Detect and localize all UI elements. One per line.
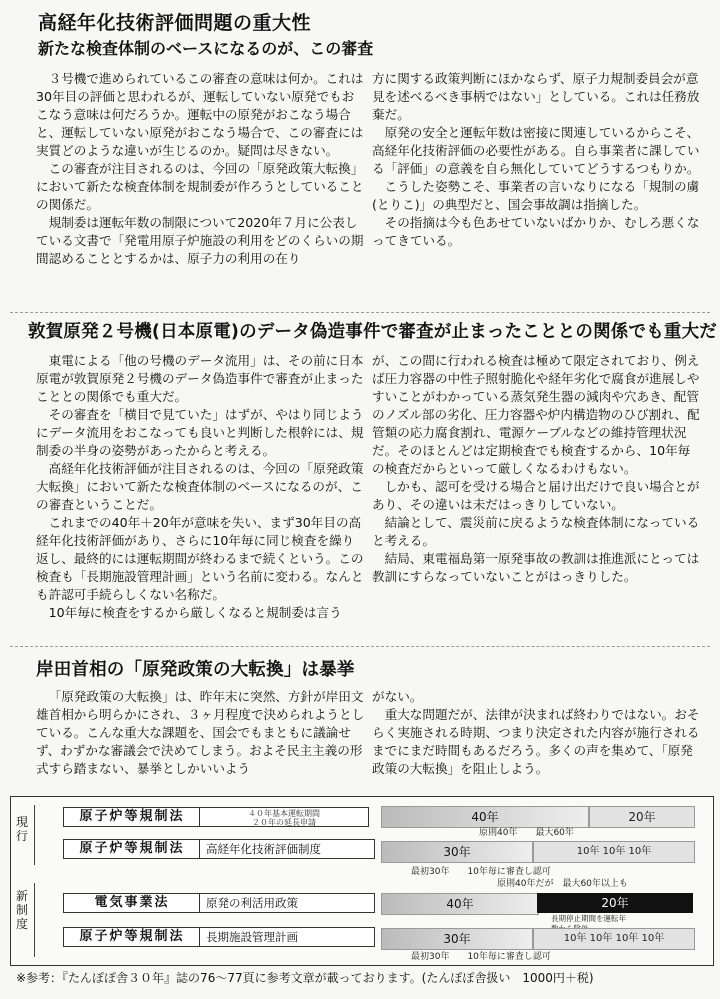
paragraph: 方に関する政策判断にほかならず、原子力規制委員会が意見を述べるべき事柄ではない」としている。これは任務放棄だ。 xyxy=(372,71,700,122)
section1-title: 高経年化技術評価問題の重大性 xyxy=(38,12,312,34)
paragraph: 10年毎に検査をするから厳しくなると規制委は言う xyxy=(48,605,342,620)
paragraph: 重大な問題だが、法律が決まれば終わりではない。おそらく実施される時期、つまり決定された内容が施行されるまでにまだ時間もあるだろう。多くの声を集めて、「原発政策の大転換」を阻止しよう。 xyxy=(372,707,700,776)
section3-right-column xyxy=(372,688,702,778)
divider xyxy=(10,312,710,313)
section3-left-column xyxy=(36,688,366,778)
section3-title: 岸田首相の「原発政策の大転換」は暴挙 xyxy=(36,660,355,680)
period-bar-10s: 10年 10年 10年 10年 xyxy=(533,928,695,950)
section1-right-column xyxy=(372,70,702,250)
paragraph: 東電による「他の号機のデータ流用」は、その前に日本原電が敦賀原発２号機のデータ偽造事件で審査が止まったこととの関係でも重大だ。 xyxy=(36,353,364,404)
bar-note: 原則40年 最大60年 xyxy=(479,828,574,838)
new-system-label: 新制度 xyxy=(15,889,28,931)
bar-note: 長期停止期間を運転年 xyxy=(551,914,626,923)
desc-box: 高経年化技術評価制度 xyxy=(199,839,375,859)
paragraph: これまでの40年＋20年が意味を失い、まず30年目の高経年化技術評価があり、さらに10年毎に同じ検査を繰り返し、最終的には運転期間が終わるまで続くという。この検査も「長期施設管理計画」という名前に変わる。なんとも許認可手続らしくない名称だ。 xyxy=(36,515,364,602)
law-box: 電気事業法 xyxy=(63,893,201,913)
section2-left-column xyxy=(36,352,366,622)
paragraph: がない。 xyxy=(372,689,423,704)
section1-left-column xyxy=(36,70,366,268)
bracket-line xyxy=(34,805,35,865)
desc-box xyxy=(199,807,369,827)
paragraph: 高経年化技術評価が注目されるのは、今回の「原発政策大転換」において新たな検査体制のベースになるのが、この審査ということだ。 xyxy=(36,461,364,512)
bar-caption: 最初30年 10年毎に審査し認可 xyxy=(411,952,551,962)
desc-box: 原発の利活用政策 xyxy=(199,893,375,913)
paragraph: こうした姿勢こそ、事業者の言いなりになる「規制の虜(とりこ)」の典型だと、国会事故調は指摘した。 xyxy=(372,179,700,212)
period-bar-20: 20年 xyxy=(589,806,695,828)
paragraph: しかも、認可を受ける場合と届け出だけで良い場合とがあり、その違いは未だはっきりしていない。 xyxy=(372,479,700,512)
period-bar-30: 30年 xyxy=(381,841,533,863)
divider xyxy=(10,646,710,647)
section2-right-column xyxy=(372,352,702,586)
period-bar-40: 40年 xyxy=(381,893,539,915)
section1-subtitle: 新たな検査体制のベースになるのが、この審査 xyxy=(38,39,374,58)
law-box: 原子炉等規制法 xyxy=(63,839,201,859)
desc-line: ２０年の延長申請 xyxy=(252,818,316,827)
period-bar-10s: 10年 10年 10年 xyxy=(533,841,695,863)
paragraph: 規制委は運転年数の制限について2020年７月に公表している文書で「発電用原子炉施設の利用をどのくらいの期間認めることとするかは、原子力の利用の在り xyxy=(36,215,364,266)
paragraph: 結局、東電福島第一原発事故の教訓は推進派にとっては教訓にすらなっていないことがはっきりした。 xyxy=(372,551,700,584)
period-bar-30: 30年 xyxy=(381,928,533,950)
current-system-label: 現行 xyxy=(15,815,28,843)
paragraph: この審査が注目されるのは、今回の「原発政策大転換」において新たな検査体制を規制委が作ろうとしていることの関係だ。 xyxy=(36,161,364,212)
period-bar-40: 40年 xyxy=(381,806,589,828)
regulation-comparison-diagram xyxy=(10,796,714,966)
section2-title: 敦賀原発２号機(日本原電)のデータ偽造事件で審査が止まったこととの関係でも重大だ xyxy=(28,322,717,342)
paragraph: ３号機で進められているこの審査の意味は何か。これは30年目の評価と思われるが、運転していない原発でもおこなう意味は何だろうか。運転中の原発がおこなう場合と、運転していない原発がおこなう場合で、この審査には実質どのような違いが生じるのか。疑問は尽きない。 xyxy=(36,71,364,158)
bracket-line xyxy=(34,883,35,957)
bar-note: 原則40年だが 最大60年以上も xyxy=(497,879,628,889)
paragraph: その指摘は今も色あせていないばかりか、むしろ悪くなってきている。 xyxy=(372,215,700,248)
law-box: 原子炉等規制法 xyxy=(63,927,201,947)
footnote: ※参考：『たんぽぽ舎３０年』誌の76～77頁に参考文章が載っております。(たんぽぽ舎扱い 1000円＋税) xyxy=(16,971,594,985)
desc-line: ４０年基本運転期間 xyxy=(248,809,320,818)
desc-box: 長期施設管理計画 xyxy=(199,927,375,947)
period-bar-20: 20年 xyxy=(537,893,693,913)
paragraph: 結論として、震災前に戻るような検査体制になっていると考える。 xyxy=(372,515,700,548)
paragraph: 原発の安全と運転年数は密接に関連しているからこそ、高経年化技術評価の必要性がある。自ら事業者に課している「評価」の意義を自ら無化していてどうするつもりか。 xyxy=(372,125,700,176)
bar-caption: 最初30年 10年毎に審査し認可 xyxy=(411,867,551,877)
paragraph: その審査を「横目で見ていた」はずが、やはり同じようにデータ流用をおこなっても良いと判断した根幹には、規制委の半身の姿勢があったからと考える。 xyxy=(36,407,364,458)
paragraph: 「原発政策の大転換」は、昨年末に突然、方針が岸田文雄首相から明らかにされ、３ヶ月程度で決められようとしている。こんな重大な課題を、国会でもまともに議論せず、わずかな審議会で決めてしまう。およそ民主主義の形式すら踏まない、暴挙としかいいよう xyxy=(36,689,365,776)
law-box: 原子炉等規制法 xyxy=(63,807,201,827)
paragraph: が、この間に行われる検査は極めて限定されており、例えば圧力容器の中性子照射脆化や経年劣化で腐食が進展しやすいことがわかっている蒸気発生器の減肉や穴あき、配管のノズル部の劣化、圧力容器や炉内構造物のひび割れ、配管類の応力腐食割れ、電源ケーブルなどの維持管理状況だ。そのほとんどは定期検査でも検査するから、10年毎の検査だからといって厳しくなるわけもない。 xyxy=(372,353,700,476)
